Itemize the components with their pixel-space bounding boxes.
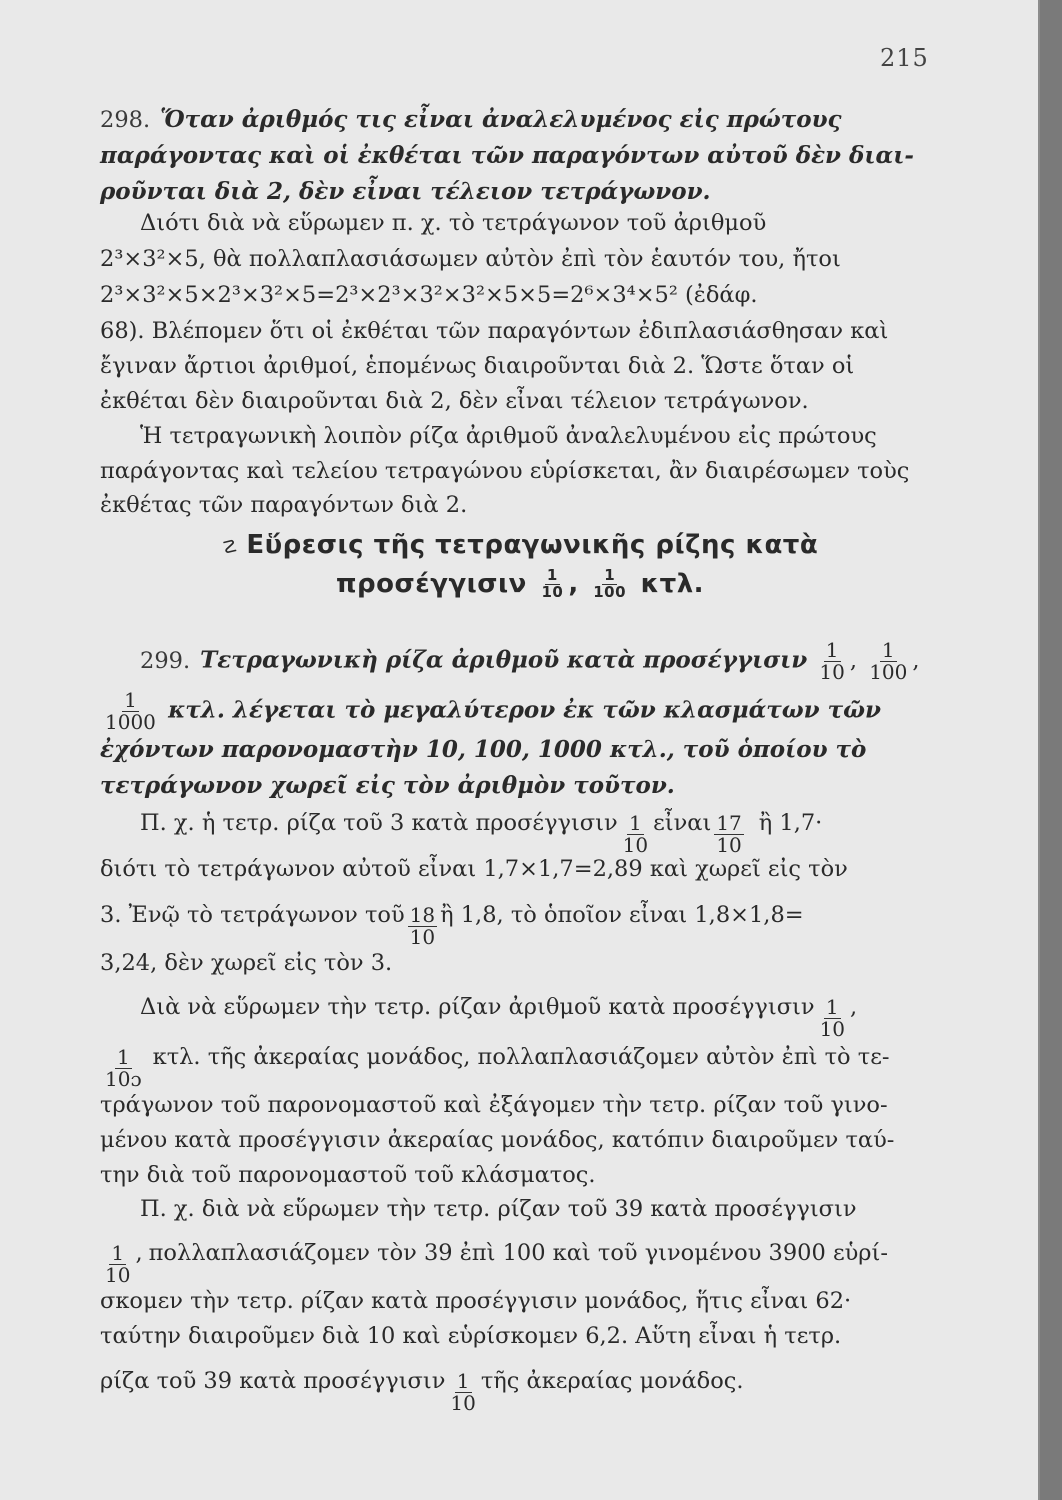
heading-line-1: Εὕρεσις τῆς τετραγωνικῆς ρίζης κατὰ xyxy=(246,530,819,560)
body-text: μένου κατὰ προσέγγισιν ἀκεραίας μονάδος, κατόπιν διαιροῦμεν ταύ- xyxy=(100,1127,895,1153)
numerator: 17 xyxy=(716,811,742,835)
p299-line-3 xyxy=(100,738,955,761)
body-line xyxy=(100,284,955,307)
body-text: τῆς ἀκεραίας μονάδος. xyxy=(480,1368,744,1394)
p299-line-1: 299. Τετραγωνικὴ ρίζα ἀριθμοῦ κατὰ προσέγγισιν $\frac{1}{10}$ , $\frac{1}{100}$ , xyxy=(140,638,920,684)
body-text: σκομεν τὴν τετρ. ρίζαν κατὰ προσέγγισιν μονάδος, ἥτις εἶναι 62· xyxy=(100,1288,852,1314)
denominator: 10 xyxy=(622,833,649,857)
denominator: 10 xyxy=(716,833,742,857)
example-line xyxy=(100,904,955,948)
denominator: 10 xyxy=(105,1263,131,1287)
body-line xyxy=(100,460,955,483)
numerator: 1 xyxy=(456,1369,470,1393)
denominator: 10ɔ xyxy=(105,1067,142,1091)
example-line xyxy=(140,1198,955,1221)
example-line: $\frac{1}{10}$ , πολλαπλασιάζομεν τὸν 39 ἐπὶ 100 καὶ τοῦ γινομένου 3900 εὑρί- xyxy=(105,1240,888,1287)
denominator: 10 xyxy=(541,582,564,601)
numerator: 1 xyxy=(111,1241,125,1265)
definition-text: Τετραγωνικὴ ρίζα ἀριθμοῦ κατὰ προσέγγισιν xyxy=(200,646,808,674)
example-line xyxy=(100,1325,955,1348)
rule-line xyxy=(100,1164,955,1187)
numerator: 1 xyxy=(124,688,137,712)
heading-mark: ☡ xyxy=(221,537,239,558)
page-number: 215 xyxy=(880,44,929,72)
body-text: ἢ 1,7· xyxy=(758,810,823,836)
fraction-18-10 xyxy=(408,905,437,948)
numerator: 1 xyxy=(881,638,895,662)
fraction-1-1000 xyxy=(103,690,158,733)
body-text: Π. χ. ἡ τετρ. ρίζα τοῦ 3 κατὰ προσέγγισιν xyxy=(140,810,618,836)
fraction-1-100 xyxy=(591,568,628,601)
body-text: ρίζα τοῦ 39 κατὰ προσέγγισιν xyxy=(100,1368,446,1394)
theorem-text: παράγοντας καὶ οἱ ἐκθέται τῶν παραγόντων αὐτοῦ δὲν διαι- xyxy=(100,142,914,169)
numerator: 1 xyxy=(629,811,642,835)
body-text: πολλαπλασιάζομεν τὸν 39 ἐπὶ 100 καὶ τοῦ γινομένου 3900 εὑρί- xyxy=(148,1240,888,1266)
denominator: 10 xyxy=(819,1017,846,1041)
body-text: εἶναι xyxy=(653,810,712,836)
theorem-text: Ὅταν ἀριθμός τις εἶναι ἀναλελυμένος εἰς πρώτους xyxy=(160,106,842,133)
fraction-1-10 xyxy=(621,813,650,856)
fraction-1-100 xyxy=(867,640,909,683)
rule-line xyxy=(100,1129,955,1152)
body-text: την διὰ τοῦ παρονομαστοῦ τοῦ κλάσματος. xyxy=(100,1162,596,1188)
body-text: 3,24, δὲν χωρεῖ εἰς τὸν 3. xyxy=(100,950,393,976)
denominator: 10 xyxy=(450,1391,476,1415)
p299-line-4 xyxy=(100,774,955,797)
denominator: 10 xyxy=(819,660,845,684)
theorem-text: ροῦνται διὰ 2, δὲν εἶναι τέλειον τετράγωνον. xyxy=(100,178,711,205)
body-text: ἐκθέτας τῶν παραγόντων διὰ 2. xyxy=(100,492,468,518)
rule-line xyxy=(100,1094,955,1117)
definition-text: ἐχόντων παρονομαστὴν 10, 100, 1000 κτλ., τοῦ ὁποίου τὸ xyxy=(100,736,867,763)
numerator: 1 xyxy=(546,566,558,584)
denominator: 1000 xyxy=(105,710,156,734)
numerator: 18 xyxy=(409,903,436,927)
body-text: ἐκθέται δὲν διαιροῦνται διὰ 2, δὲν εἶναι τέλειον τετράγωνον. xyxy=(100,388,809,414)
body-text: ταύτην διαιροῦμεν διὰ 10 καὶ εὑρίσκομεν 6,2. Αὕτη εἶναι ἡ τετρ. xyxy=(100,1323,842,1349)
example-line xyxy=(100,858,955,881)
denominator: 100 xyxy=(869,660,908,684)
example-line xyxy=(100,1370,955,1414)
heading-text: προσέγγισιν xyxy=(335,568,527,599)
section-heading-line-2: προσέγγισιν $\frac{1}{10}$ , $\frac{1}{100}$ κτλ. xyxy=(335,566,705,601)
fraction-1-10 xyxy=(448,1371,477,1414)
definition-text: τετράγωνον χωρεῖ εἰς τὸν ἀριθμὸν τοῦτον. xyxy=(100,772,675,799)
body-line xyxy=(100,320,955,343)
fraction-1-10 xyxy=(818,997,847,1040)
example-line xyxy=(100,1290,955,1313)
definition-text: κτλ. λέγεται τὸ μεγαλύτερον ἐκ τῶν κλασμάτων τῶν xyxy=(168,696,881,724)
rule-line xyxy=(100,1046,955,1090)
p298-line-3 xyxy=(100,180,955,203)
denominator: 100 xyxy=(593,582,627,601)
body-line xyxy=(140,425,955,448)
rule-line: Διὰ νὰ εὕρωμεν τὴν τετρ. ρίζαν ἀριθμοῦ κατὰ προσέγγισιν $\frac{1}{10}$ , xyxy=(140,994,858,1041)
numerator: 1 xyxy=(825,638,839,662)
example-line xyxy=(140,812,955,856)
page-edge xyxy=(1040,0,1062,1500)
fraction-1-10 xyxy=(539,568,565,601)
paragraph-number-298: 298. xyxy=(100,107,151,133)
p299-line-2 xyxy=(100,690,955,733)
body-text: τράγωνον τοῦ παρονομαστοῦ καὶ ἐξάγομεν τὴν τετρ. ρίζαν τοῦ γινο- xyxy=(100,1092,888,1118)
body-text: κτλ. τῆς ἀκεραίας μονάδος, πολλαπλασιάζομεν αὐτὸν ἐπὶ τὸ τε- xyxy=(152,1044,890,1070)
body-text: παράγοντας καὶ τελείου τετραγώνου εὑρίσκεται, ἂν διαιρέσωμεν τοὺς xyxy=(100,458,910,484)
p298-line-1 xyxy=(100,108,955,132)
body-text: Ἡ τετραγωνικὴ λοιπὸν ρίζα ἀριθμοῦ ἀναλελυμένου εἰς πρώτους xyxy=(140,423,877,449)
body-text: 2³×3²×5×2³×3²×5=2³×2³×3²×3²×5×5=2⁶×3⁴×5² (ἐδάφ. xyxy=(100,282,758,308)
body-line xyxy=(100,494,955,517)
denominator: 10 xyxy=(409,925,436,949)
numerator: 1 xyxy=(604,566,616,584)
body-line xyxy=(100,248,955,271)
body-text: Διὰ νὰ εὕρωμεν τὴν τετρ. ρίζαν ἀριθμοῦ κατὰ προσέγγισιν xyxy=(140,994,815,1020)
body-text: ἢ 1,8, τὸ ὁποῖον εἶναι 1,8×1,8= xyxy=(440,902,804,928)
section-heading xyxy=(0,530,1040,560)
numerator: 1 xyxy=(116,1045,130,1069)
body-text: 68). Βλέπομεν ὅτι οἱ ἐκθέται τῶν παραγόντων ἐδιπλασιάσθησαν καὶ xyxy=(100,318,889,344)
body-line xyxy=(140,212,955,235)
body-text: 3. Ἐνῷ τὸ τετράγωνον τοῦ xyxy=(100,902,405,928)
fraction-1-10 xyxy=(103,1243,132,1286)
p298-line-2 xyxy=(100,144,955,167)
paragraph-number-299: 299. xyxy=(140,647,191,674)
fraction-1-100 xyxy=(103,1047,144,1090)
body-text: διότι τὸ τετράγωνον αὐτοῦ εἶναι 1,7×1,7=2,89 καὶ χωρεῖ εἰς τὸν xyxy=(100,856,848,882)
fraction-1-10 xyxy=(817,640,846,683)
body-line xyxy=(100,355,955,378)
heading-text: κτλ. xyxy=(640,568,705,599)
body-text: Διότι διὰ νὰ εὕρωμεν π. χ. τὸ τετράγωνον τοῦ ἀριθμοῦ xyxy=(140,210,767,236)
fraction-17-10 xyxy=(714,813,743,856)
body-text: ἔγιναν ἄρτιοι ἀριθμοί, ἑπομένως διαιροῦνται διὰ 2. Ὥστε ὅταν οἱ xyxy=(100,353,855,379)
body-text: Π. χ. διὰ νὰ εὕρωμεν τὴν τετρ. ρίζαν τοῦ 39 κατὰ προσέγγισιν xyxy=(140,1196,857,1222)
numerator: 1 xyxy=(825,995,839,1019)
example-line xyxy=(100,952,955,975)
body-line xyxy=(100,390,955,413)
body-text: 2³×3²×5, θὰ πολλαπλασιάσωμεν αὐτὸν ἐπὶ τὸν ἑαυτόν του, ἤτοι xyxy=(100,246,841,272)
